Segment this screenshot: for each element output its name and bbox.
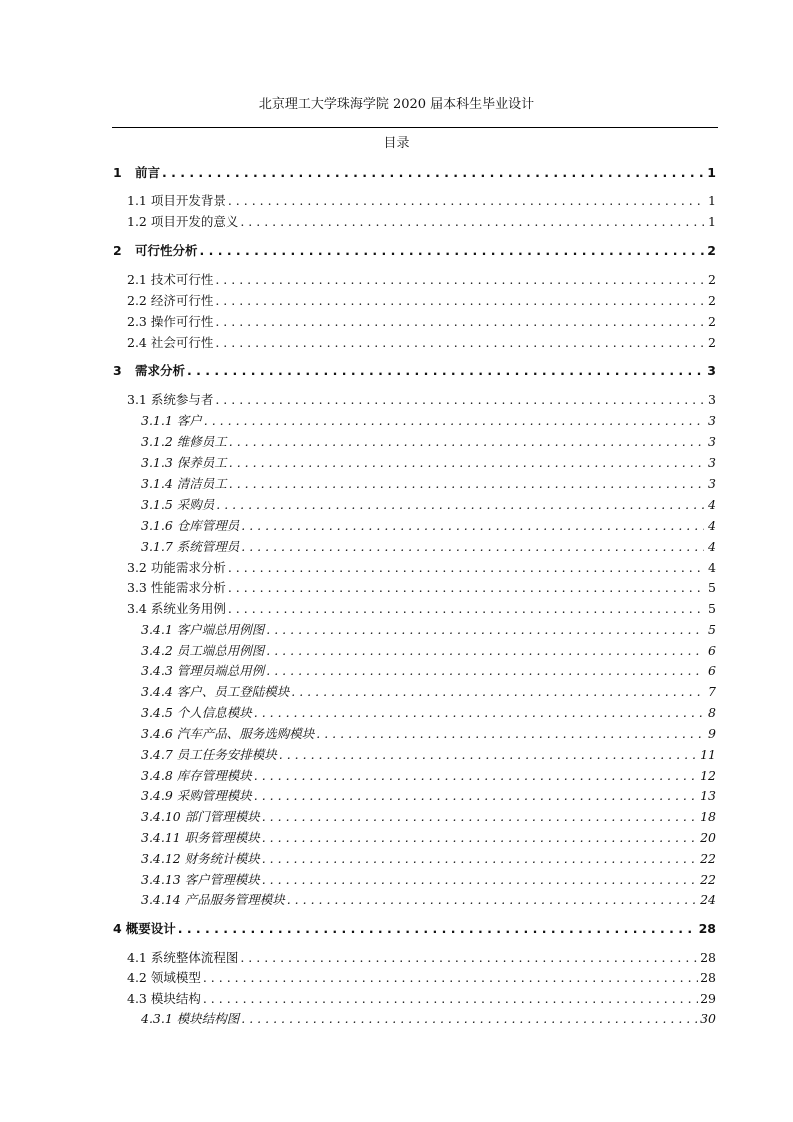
page-number: 1: [707, 165, 716, 180]
dot-leader: [262, 851, 698, 867]
page-number: 2: [708, 335, 716, 350]
entry-label: 4.3 模块结构: [127, 991, 201, 1006]
page-number: 12: [700, 768, 716, 783]
chapter-title: 概要设计: [125, 921, 176, 936]
chapter-title: 可行性分析: [135, 243, 198, 258]
dot-leader: [187, 363, 704, 379]
toc-entry-3-4-5[interactable]: [141, 705, 716, 721]
dot-leader: [215, 272, 704, 288]
dot-leader: [215, 293, 704, 309]
page-number: 4: [708, 560, 716, 575]
dot-leader: [228, 601, 704, 617]
toc-entry-2-2[interactable]: [127, 293, 716, 309]
page-number: 3: [708, 476, 716, 491]
dot-leader: [241, 539, 704, 555]
page-number: 2: [708, 314, 716, 329]
dot-leader: [203, 970, 698, 986]
chapter-title: 前言: [135, 165, 161, 180]
toc-entry-4-2[interactable]: [127, 970, 716, 986]
page-number: 13: [700, 788, 716, 803]
toc-entry-3-1-7[interactable]: [141, 539, 716, 555]
dot-leader: [254, 768, 698, 784]
toc-entry-3-4-1[interactable]: [141, 622, 716, 638]
toc-entry-3-4-14[interactable]: [141, 892, 716, 908]
dot-leader: [241, 1011, 698, 1027]
page-number: 3: [708, 413, 716, 428]
chapter-number: 1: [113, 165, 122, 180]
chapter-title: 需求分析: [135, 363, 186, 378]
entry-label: 3.3 性能需求分析: [127, 580, 226, 595]
entry-label: 1.2 项目开发的意义: [127, 214, 239, 229]
entry-label: 3.4 系统业务用例: [127, 601, 226, 616]
toc-entry-1-2[interactable]: [127, 214, 716, 230]
header-rule: [112, 127, 718, 128]
dot-leader: [204, 413, 704, 429]
dot-leader: [262, 872, 698, 888]
entry-label: 3.2 功能需求分析: [127, 560, 226, 575]
toc-entry-3-1-5[interactable]: [141, 497, 716, 513]
running-header: 北京理工大学珠海学院 2020 届本科生毕业设计: [258, 97, 535, 112]
page-number: 6: [708, 643, 716, 658]
page-number: 2: [708, 272, 716, 287]
page-number: 28: [700, 970, 716, 985]
dot-leader: [228, 580, 704, 596]
toc-entry-1-1[interactable]: [127, 193, 716, 209]
dot-leader: [262, 809, 698, 825]
dot-leader: [266, 643, 704, 659]
toc-chapter-2[interactable]: [113, 243, 716, 259]
dot-leader: [266, 663, 704, 679]
entry-label: 3.4.3 管理员端总用例: [141, 663, 265, 678]
entry-label: 3.4.14 产品服务管理模块: [141, 892, 285, 907]
dot-leader: [216, 497, 704, 513]
page-number: 18: [700, 809, 716, 824]
page-number: 22: [700, 851, 716, 866]
entry-label: 3.4.13 客户管理模块: [141, 872, 260, 887]
dot-leader: [215, 392, 704, 408]
entry-label: 3.4.10 部门管理模块: [141, 809, 260, 824]
toc-entry-3-1-4[interactable]: [141, 476, 716, 492]
page-number: 20: [700, 830, 716, 845]
entry-label: 3.1.7 系统管理员: [141, 539, 240, 554]
dot-leader: [228, 193, 704, 209]
entry-label: 3.4.12 财务统计模块: [141, 851, 260, 866]
entry-label: 2.2 经济可行性: [127, 293, 214, 308]
toc-entry-2-4[interactable]: [127, 335, 716, 351]
dot-leader: [178, 921, 697, 937]
entry-label: 3.4.8 库存管理模块: [141, 768, 252, 783]
toc-chapter-1[interactable]: [113, 165, 716, 181]
dot-leader: [266, 622, 704, 638]
toc-entry-3-1-2[interactable]: [141, 434, 716, 450]
toc-entry-3-4-9[interactable]: [141, 788, 716, 804]
toc-entry-4-1[interactable]: [127, 950, 716, 966]
entry-label: 3.4.7 员工任务安排模块: [141, 747, 277, 762]
toc-chapter-4[interactable]: [113, 921, 716, 937]
toc-title: 目录: [383, 136, 410, 151]
entry-label: 3.1.3 保养员工: [141, 455, 227, 470]
entry-label: 2.3 操作可行性: [127, 314, 214, 329]
dot-leader: [240, 214, 704, 230]
dot-leader: [215, 335, 704, 351]
dot-leader: [229, 455, 704, 471]
page-number: 22: [700, 872, 716, 887]
page-number: 4: [708, 518, 716, 533]
dot-leader: [241, 518, 704, 534]
dot-leader: [279, 747, 698, 763]
toc-entry-3-3[interactable]: [127, 580, 716, 596]
dot-leader: [254, 788, 698, 804]
dot-leader: [254, 705, 704, 721]
dot-leader: [203, 991, 698, 1007]
toc-entry-2-1[interactable]: [127, 272, 716, 288]
toc-entry-2-3[interactable]: [127, 314, 716, 330]
toc-entry-3-4-7[interactable]: [141, 747, 716, 763]
page-number: 9: [708, 726, 716, 741]
entry-label: 3.1.6 仓库管理员: [141, 518, 240, 533]
toc-chapter-3[interactable]: [113, 363, 716, 379]
page-number: 1: [708, 193, 716, 208]
page-number: 8: [708, 705, 716, 720]
chapter-number: 2: [113, 243, 122, 258]
toc-entry-3-4[interactable]: [127, 601, 716, 617]
page-number: 7: [708, 684, 716, 699]
page-number: 2: [707, 243, 716, 258]
entry-label: 3.1.4 清洁员工: [141, 476, 227, 491]
entry-label: 2.4 社会可行性: [127, 335, 214, 350]
toc-entry-3-4-10[interactable]: [141, 809, 716, 825]
dot-leader: [215, 314, 704, 330]
entry-label: 4.2 领域模型: [127, 970, 201, 985]
page-number: 5: [708, 601, 716, 616]
page-number: 1: [708, 214, 716, 229]
toc-entry-3-4-6[interactable]: [141, 726, 716, 742]
toc-entry-3-2[interactable]: [127, 560, 716, 576]
page-number: 4: [708, 497, 716, 512]
entry-label: 3.4.9 采购管理模块: [141, 788, 252, 803]
toc-entry-3-4-13[interactable]: [141, 872, 716, 888]
dot-leader: [229, 434, 704, 450]
page-number: 3: [708, 434, 716, 449]
toc-entry-4-3[interactable]: [127, 991, 716, 1007]
toc-entry-3-4-8[interactable]: [141, 768, 716, 784]
chapter-number: 4: [113, 921, 122, 936]
page-number: 5: [708, 580, 716, 595]
entry-label: 2.1 技术可行性: [127, 272, 214, 287]
toc-entry-3-1-6[interactable]: [141, 518, 716, 534]
entry-label: 3.1 系统参与者: [127, 392, 214, 407]
dot-leader: [316, 726, 704, 742]
toc-entry-3-4-2[interactable]: [141, 643, 716, 659]
entry-label: 4.1 系统整体流程图: [127, 950, 239, 965]
dot-leader: [291, 684, 704, 700]
page-number: 29: [700, 991, 716, 1006]
entry-label: 3.4.2 员工端总用例图: [141, 643, 265, 658]
toc-entry-3-1-3[interactable]: [141, 455, 716, 471]
page-number: 28: [698, 921, 716, 936]
toc-entry-3-4-3[interactable]: [141, 663, 716, 679]
entry-label: 3.4.5 个人信息模块: [141, 705, 252, 720]
entry-label: 3.4.11 职务管理模块: [141, 830, 260, 845]
toc-entry-3-1[interactable]: [127, 392, 716, 408]
dot-leader: [200, 243, 704, 259]
dot-leader: [228, 560, 704, 576]
entry-label: 3.1.1 客户: [141, 413, 202, 428]
page-number: 3: [708, 392, 716, 407]
entry-label: 3.4.1 客户端总用例图: [141, 622, 265, 637]
toc-entry-3-1-1[interactable]: [141, 413, 716, 429]
entry-label: 3.1.5 采购员: [141, 497, 215, 512]
toc-entry-3-4-12[interactable]: [141, 851, 716, 867]
toc-entry-4-3-1[interactable]: [141, 1011, 716, 1027]
page-number: 3: [707, 363, 716, 378]
toc-entry-3-4-11[interactable]: [141, 830, 716, 846]
dot-leader: [162, 165, 704, 181]
page-number: 5: [708, 622, 716, 637]
dot-leader: [262, 830, 698, 846]
entry-label: 3.4.4 客户、员工登陆模块: [141, 684, 290, 699]
page-number: 2: [708, 293, 716, 308]
page-number: 4: [708, 539, 716, 554]
page-number: 6: [708, 663, 716, 678]
page-number: 30: [700, 1011, 716, 1026]
entry-label: 3.4.6 汽车产品、服务选购模块: [141, 726, 315, 741]
dot-leader: [229, 476, 704, 492]
page-number: 24: [700, 892, 716, 907]
entry-label: 1.1 项目开发背景: [127, 193, 226, 208]
dot-leader: [240, 950, 698, 966]
page-number: 3: [708, 455, 716, 470]
page-number: 11: [700, 747, 716, 762]
entry-label: 3.1.2 维修员工: [141, 434, 227, 449]
page-number: 28: [700, 950, 716, 965]
toc-entry-3-4-4[interactable]: [141, 684, 716, 700]
entry-label: 4.3.1 模块结构图: [141, 1011, 240, 1026]
dot-leader: [287, 892, 698, 908]
chapter-number: 3: [113, 363, 122, 378]
